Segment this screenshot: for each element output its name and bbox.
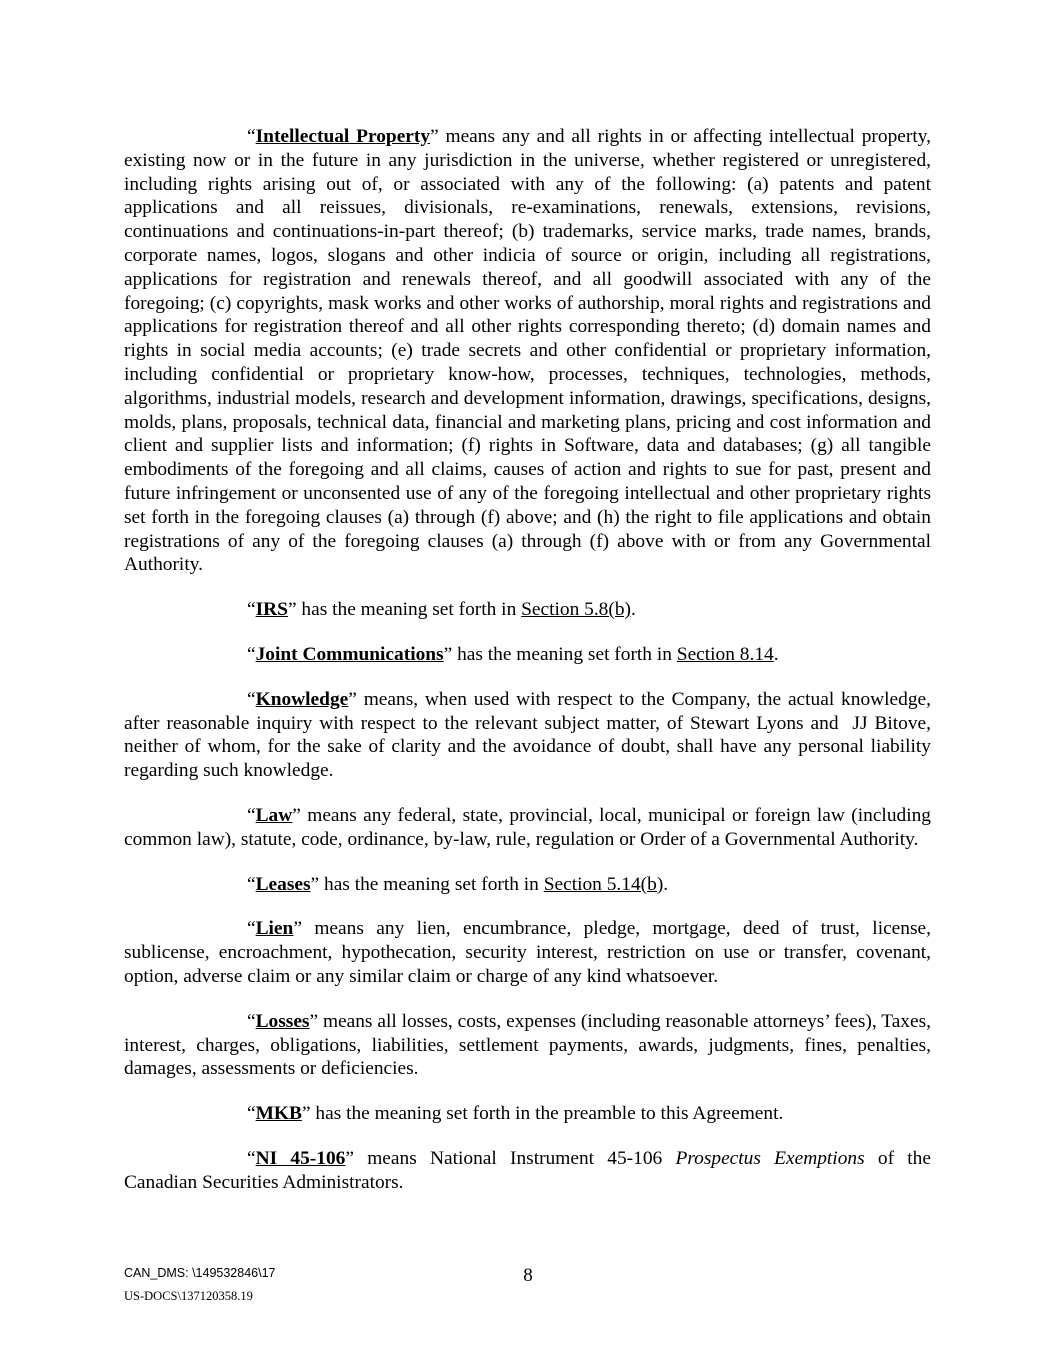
definition-text: means any and all rights in or affecting intellectual property, existing now or in the future in any jurisdiction in the universe, whether registered or unregistered, including rights arising out of, or associated with any of the following: (a) patents and patent applications and all reissues, divisionals, re-examinations, renewals, extensions, revisions, continuations and continuations-in-part thereof; (b) trademarks, service marks, trade names, brands, corporate names, logos, slogans and other indicia of source or origin, including all registrations, applications for registration and renewals thereof, and all goodwill associated with any of the foregoing; (c) copyrights, mask works and other works of authorship, moral rights and registrations and applications for registration thereof and all other rights corresponding thereto; (d) domain names and rights in social media accounts; (e) trade secrets and other confidential or proprietary information, including confidential or proprietary know-how, processes, techniques, technologies, methods, algorithms, industrial models, research and development information, drawings, specifications, designs, molds, plans, proposals, technical data, financial and marketing plans, pricing and cost information and client and supplier lists and information; (f) rights in Software, data and databases; (g) all tangible embodiments of the foregoing and all claims, causes of action and rights to sue for past, present and future infringement or unconsented use of any of the foregoing intellectual and other proprietary rights set forth in the foregoing clauses (a) through (f) above; and (h) the right to file applications and obtain registrations of any of the foregoing clauses (a) through (f) above with or from any Governmental Authority. [124, 126, 932, 576]
footer-doc-id-can: CAN_DMS: \149532846\17 [124, 1266, 276, 1280]
definition-joint-communications: “Joint Communications” has the meaning set forth in Section 8.14. [247, 643, 779, 665]
definition-intellectual-property: “Intellectual Property” means any and all rights in or affecting intellectual property, existing now or in the future in any jurisdiction in the universe, whether registered or unregistered, including rights arising out of, or associated with any of the following: (a) patents and patent applications and all reissues, divisionals, re-examinations, renewals, extensions, revisions, continuations and continuations-in-part thereof; (b) trademarks, service marks, trade names, brands, corporate names, logos, slogans and other indicia of source or origin, including all registrations, applications for registration and renewals thereof, and all goodwill associated with any of the foregoing; (c) copyrights, mask works and other works of authorship, moral rights and registrations and applications for registration thereof and all other rights corresponding thereto; (d) domain names and rights in social media accounts; (e) trade secrets and other confidential or proprietary information, including confidential or proprietary know-how, processes, techniques, technologies, methods, algorithms, industrial models, research and development information, drawings, specifications, designs, molds, plans, proposals, technical data, financial and marketing plans, pricing and cost information and client and supplier lists and information; (f) rights in Software, data and databases; (g) all tangible embodiments of the foregoing and all claims, causes of action and rights to sue for past, present and future infringement or unconsented use of any of the foregoing intellectual and other proprietary rights set forth in the foregoing clauses (a) through (f) above; and (h) the right to file applications and obtain registrations of any of the foregoing clauses (a) through (f) above with or from any Governmental Authority. [124, 126, 932, 576]
definition-text: means any lien, encumbrance, pledge, mortgage, deed of trust, license, sublicense, encroachment, hypothecation, security interest, restriction on use or transfer, covenant, option, adverse claim or any similar claim or charge of any kind whatsoever. [124, 918, 931, 987]
section-reference: Section 5.14(b) [543, 873, 664, 895]
definition-text: means, when used with respect to the Company, the actual knowledge, after reasonable inquiry with respect to the relevant subject matter, of Stewart Lyons and JJ Bitove, neither of whom, for the sake of clarity and the avoidance of doubt, shall have any personal liability regarding such knowledge. [124, 688, 936, 782]
definition-ni-45-106: “NI 45-106” means National Instrument 45-106 Prospectus Exemptions of the Canadian Securities Administrators. [124, 1147, 931, 1193]
defined-term: IRS [255, 599, 288, 621]
defined-term: MKB [255, 1103, 302, 1125]
defined-term: NI 45-106 [255, 1147, 346, 1169]
definition-text: means all losses, costs, expenses (including reasonable attorneys’ fees), Taxes, interest, charges, obligations, liabilities, settlement payments, awards, judgments, fines, penalties, damages, assessments or deficiencies. [124, 1010, 931, 1080]
definition-text: has the meaning set forth in [296, 599, 522, 621]
definition-text: has the meaning set forth in [319, 873, 544, 895]
definition-lien: “Lien” means any lien, encumbrance, pledge, mortgage, deed of trust, license, sublicense, encroachment, hypothecation, security interest, restriction on use or transfer, covenant, option, adverse claim or any similar claim or charge of any kind whatsoever. [124, 918, 931, 987]
defined-term: Knowledge [255, 688, 349, 710]
definition-text: has the meaning set forth in the preamble to this Agreement. [310, 1103, 784, 1125]
definition-text: has the meaning set forth in [452, 643, 677, 665]
defined-term: Joint Communications [255, 643, 444, 665]
definition-leases: “Leases” has the meaning set forth in Section 5.14(b). [247, 873, 669, 895]
defined-term: Losses [255, 1010, 310, 1032]
defined-term: Lien [255, 918, 294, 940]
definition-text-end: . [630, 599, 636, 621]
footer-doc-id-us: US-DOCS\137120358.19 [124, 1289, 253, 1303]
section-reference: Section 5.8(b) [521, 599, 631, 621]
definition-mkb: “MKB” has the meaning set forth in the preamble to this Agreement. [247, 1103, 784, 1125]
instrument-title: Prospectus Exemptions [675, 1147, 865, 1169]
defined-term: Law [255, 804, 293, 826]
document-body [124, 125, 936, 1215]
definition-text-end: . [773, 643, 779, 665]
definition-irs: “IRS” has the meaning set forth in Section 5.8(b). [247, 599, 636, 621]
definition-text: means National Instrument 45-106 [353, 1147, 676, 1169]
defined-term: Leases [255, 873, 311, 895]
section-reference: Section 8.14 [676, 643, 774, 665]
definition-text-end: of the Canadian Securities Administrators. [124, 1147, 931, 1193]
definition-law: “Law” means any federal, state, provincial, local, municipal or foreign law (including common law), statute, code, ordinance, by-law, rule, regulation or Order of a Governmental Authority. [124, 804, 931, 850]
definition-text-end: . [663, 873, 669, 895]
page-number: 8 [523, 1265, 533, 1286]
definition-text: means any federal, state, provincial, local, municipal or foreign law (including common law), statute, code, ordinance, by-law, rule, regulation or Order of a Governmental Authority. [124, 804, 931, 850]
definition-knowledge: “Knowledge” means, when used with respect to the Company, the actual knowledge, after reasonable inquiry with respect to the relevant subject matter, of Stewart Lyons and JJ Bitove, neither of whom, for the sake of clarity and the avoidance of doubt, shall have any personal liability regarding such knowledge. [124, 688, 936, 782]
definition-losses: “Losses” means all losses, costs, expenses (including reasonable attorneys’ fees), Taxes, interest, charges, obligations, liabilities, settlement payments, awards, judgments, fines, penalties, damages, assessments or deficiencies. [124, 1010, 931, 1080]
defined-term: Intellectual Property [255, 126, 431, 147]
